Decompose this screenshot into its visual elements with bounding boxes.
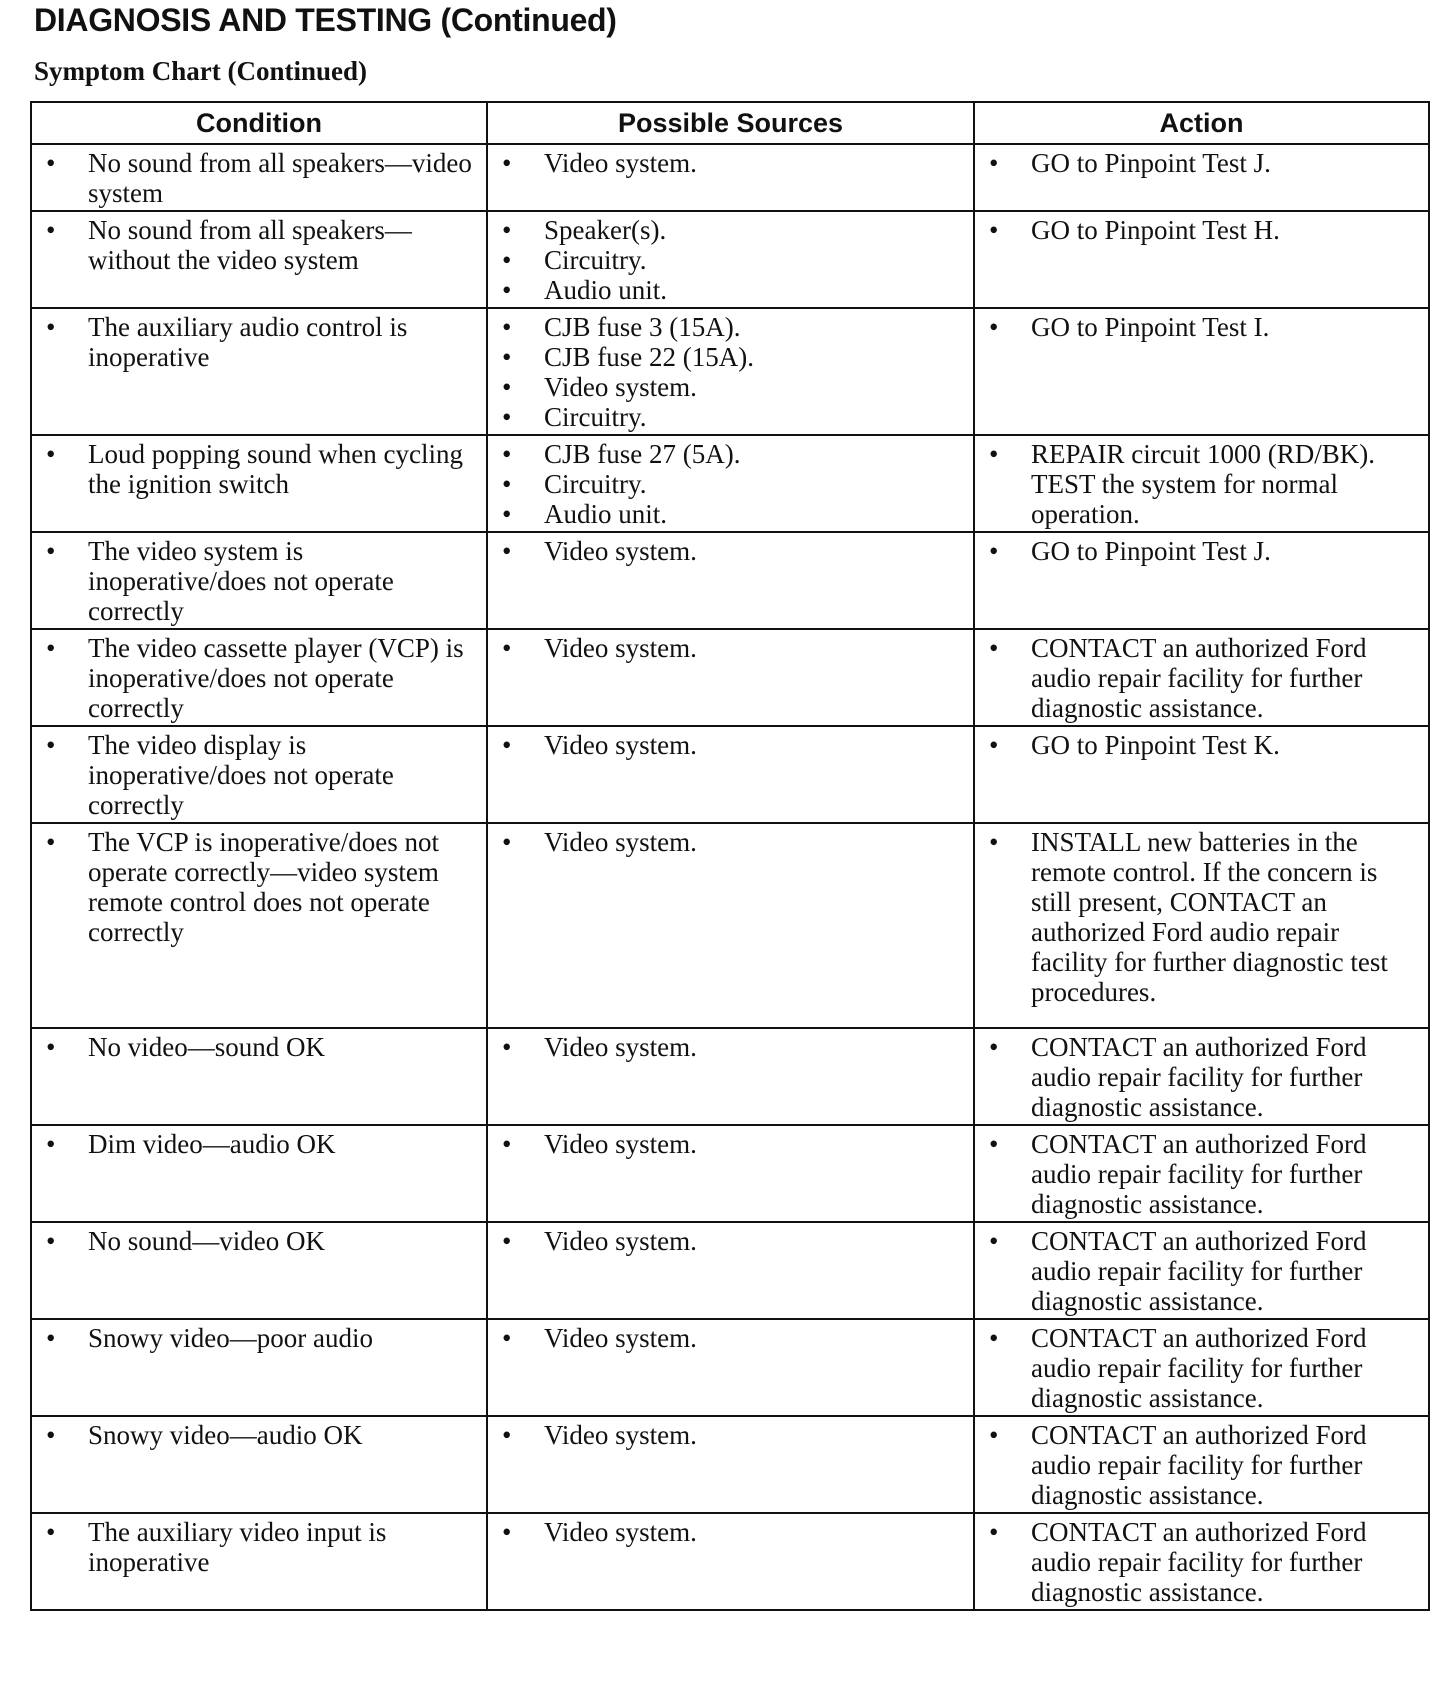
bullet-list <box>985 1129 1420 1219</box>
bullet-item: • The video system is inoperative/does not operate correctly <box>42 536 478 626</box>
bullet-item: • The video cassette player (VCP) is inoperative/does not operate correctly <box>42 633 478 723</box>
table-row <box>31 144 1429 211</box>
condition-cell <box>31 1416 487 1513</box>
bullet-item: • CONTACT an authorized Ford audio repair facility for further diagnostic assistance. <box>985 1517 1420 1607</box>
table-row <box>31 1513 1429 1610</box>
bullet-item: • CONTACT an authorized Ford audio repair facility for further diagnostic assistance. <box>985 633 1420 723</box>
bullet-list <box>985 827 1420 1007</box>
bullet-item: • GO to Pinpoint Test J. <box>985 148 1420 178</box>
bullet-list <box>498 312 965 432</box>
bullet-list <box>498 633 965 663</box>
bullet-item: • Video system. <box>498 148 965 178</box>
bullet-list <box>498 1226 965 1256</box>
condition-cell <box>31 629 487 726</box>
bullet-item: • INSTALL new batteries in the remote control. If the concern is still present, CONTACT an authorized Ford audio repair facility for further diagnostic test procedures. <box>985 827 1420 1007</box>
bullet-item: • The video display is inoperative/does not operate correctly <box>42 730 478 820</box>
action-cell <box>974 1222 1429 1319</box>
possible-sources-cell <box>487 629 974 726</box>
action-cell <box>974 435 1429 532</box>
action-cell <box>974 1125 1429 1222</box>
bullet-item: • Video system. <box>498 372 965 402</box>
bullet-list <box>985 536 1420 566</box>
bullet-list <box>42 1517 478 1577</box>
bullet-list <box>985 1517 1420 1607</box>
column-header-action: Action <box>974 102 1429 144</box>
table-row <box>31 1028 1429 1125</box>
bullet-item: • Snowy video—audio OK <box>42 1420 478 1450</box>
condition-cell <box>31 1125 487 1222</box>
bullet-item: • No video—sound OK <box>42 1032 478 1062</box>
bullet-list <box>498 1420 965 1450</box>
bullet-list <box>498 1517 965 1547</box>
bullet-list <box>985 148 1420 178</box>
bullet-item: • Speaker(s). <box>498 215 965 245</box>
bullet-list <box>42 1420 478 1450</box>
bullet-list <box>42 633 478 723</box>
condition-cell <box>31 144 487 211</box>
bullet-list <box>985 1032 1420 1122</box>
bullet-item: • GO to Pinpoint Test K. <box>985 730 1420 760</box>
bullet-item: • CJB fuse 27 (5A). <box>498 439 965 469</box>
column-header-possible-sources: Possible Sources <box>487 102 974 144</box>
bullet-list <box>498 1323 965 1353</box>
page-heading: DIAGNOSIS AND TESTING (Continued) <box>34 2 617 38</box>
bullet-list <box>498 148 965 178</box>
bullet-item: • Audio unit. <box>498 275 965 305</box>
possible-sources-cell <box>487 1028 974 1125</box>
bullet-item: • CONTACT an authorized Ford audio repair facility for further diagnostic assistance. <box>985 1226 1420 1316</box>
condition-cell <box>31 1513 487 1610</box>
condition-cell <box>31 1222 487 1319</box>
action-cell <box>974 144 1429 211</box>
bullet-list <box>498 827 965 857</box>
action-cell <box>974 1319 1429 1416</box>
bullet-item: • No sound—video OK <box>42 1226 478 1256</box>
bullet-list <box>985 312 1420 342</box>
bullet-item: • Snowy video—poor audio <box>42 1323 478 1353</box>
bullet-list <box>985 1420 1420 1510</box>
bullet-item: • Video system. <box>498 1420 965 1450</box>
possible-sources-cell <box>487 1125 974 1222</box>
bullet-list <box>985 1226 1420 1316</box>
bullet-list <box>985 439 1420 529</box>
bullet-list <box>42 215 478 275</box>
possible-sources-cell <box>487 532 974 629</box>
bullet-list <box>498 1129 965 1159</box>
bullet-item: • No sound from all speakers—video system <box>42 148 478 208</box>
possible-sources-cell <box>487 1222 974 1319</box>
bullet-item: • Video system. <box>498 827 965 857</box>
action-cell <box>974 211 1429 308</box>
bullet-list <box>42 1323 478 1353</box>
possible-sources-cell <box>487 211 974 308</box>
table-row <box>31 1416 1429 1513</box>
action-cell <box>974 532 1429 629</box>
condition-cell <box>31 308 487 435</box>
bullet-list <box>42 1226 478 1256</box>
condition-cell <box>31 435 487 532</box>
condition-cell <box>31 1319 487 1416</box>
bullet-item: • CJB fuse 22 (15A). <box>498 342 965 372</box>
bullet-list <box>498 439 965 529</box>
bullet-item: • The auxiliary video input is inoperative <box>42 1517 478 1577</box>
possible-sources-cell <box>487 144 974 211</box>
table-row <box>31 532 1429 629</box>
bullet-item: • No sound from all speakers—without the video system <box>42 215 478 275</box>
possible-sources-cell <box>487 1513 974 1610</box>
bullet-item: • CONTACT an authorized Ford audio repair facility for further diagnostic assistance. <box>985 1323 1420 1413</box>
column-header-condition: Condition <box>31 102 487 144</box>
possible-sources-cell <box>487 1319 974 1416</box>
table-row <box>31 211 1429 308</box>
action-cell <box>974 823 1429 1028</box>
bullet-list <box>985 730 1420 760</box>
table-row <box>31 726 1429 823</box>
bullet-list <box>42 148 478 208</box>
condition-cell <box>31 726 487 823</box>
bullet-list <box>42 312 478 372</box>
bullet-item: • Circuitry. <box>498 245 965 275</box>
possible-sources-cell <box>487 308 974 435</box>
bullet-list <box>42 1032 478 1062</box>
bullet-item: • CONTACT an authorized Ford audio repair facility for further diagnostic assistance. <box>985 1032 1420 1122</box>
action-cell <box>974 629 1429 726</box>
bullet-item: • Video system. <box>498 1032 965 1062</box>
bullet-item: • The auxiliary audio control is inoperative <box>42 312 478 372</box>
bullet-list <box>985 633 1420 723</box>
possible-sources-cell <box>487 823 974 1028</box>
table-row <box>31 1319 1429 1416</box>
bullet-list <box>498 730 965 760</box>
action-cell <box>974 1513 1429 1610</box>
condition-cell <box>31 532 487 629</box>
possible-sources-cell <box>487 1416 974 1513</box>
condition-cell <box>31 1028 487 1125</box>
table-row <box>31 308 1429 435</box>
bullet-item: • GO to Pinpoint Test H. <box>985 215 1420 245</box>
bullet-item: • Dim video—audio OK <box>42 1129 478 1159</box>
action-cell <box>974 1028 1429 1125</box>
bullet-item: • The VCP is inoperative/does not operate correctly—video system remote control does not operate correctly <box>42 827 478 947</box>
bullet-item: • Video system. <box>498 730 965 760</box>
table-row <box>31 1222 1429 1319</box>
table-row <box>31 1125 1429 1222</box>
bullet-item: • Video system. <box>498 1226 965 1256</box>
bullet-item: • Video system. <box>498 1517 965 1547</box>
bullet-list <box>498 215 965 305</box>
table-header-row <box>31 102 1429 144</box>
bullet-item: • GO to Pinpoint Test J. <box>985 536 1420 566</box>
bullet-list <box>42 1129 478 1159</box>
bullet-item: • Video system. <box>498 1129 965 1159</box>
bullet-item: • CONTACT an authorized Ford audio repair facility for further diagnostic assistance. <box>985 1420 1420 1510</box>
bullet-item: • GO to Pinpoint Test I. <box>985 312 1420 342</box>
bullet-list <box>985 215 1420 245</box>
action-cell <box>974 726 1429 823</box>
bullet-item: • Circuitry. <box>498 469 965 499</box>
table-row <box>31 435 1429 532</box>
table-row <box>31 629 1429 726</box>
bullet-item: • Circuitry. <box>498 402 965 432</box>
bullet-list <box>42 730 478 820</box>
bullet-item: • Video system. <box>498 536 965 566</box>
action-cell <box>974 308 1429 435</box>
bullet-item: • CONTACT an authorized Ford audio repair facility for further diagnostic assistance. <box>985 1129 1420 1219</box>
action-cell <box>974 1416 1429 1513</box>
bullet-item: • CJB fuse 3 (15A). <box>498 312 965 342</box>
bullet-item: • Audio unit. <box>498 499 965 529</box>
bullet-list <box>498 536 965 566</box>
bullet-item: • Loud popping sound when cycling the ignition switch <box>42 439 478 499</box>
table-row <box>31 823 1429 1028</box>
table-body <box>31 144 1429 1610</box>
chart-title: Symptom Chart (Continued) <box>34 56 368 86</box>
bullet-list <box>42 536 478 626</box>
bullet-list <box>42 827 478 947</box>
bullet-list <box>498 1032 965 1062</box>
bullet-item: • Video system. <box>498 633 965 663</box>
possible-sources-cell <box>487 435 974 532</box>
symptom-chart-table <box>30 101 1430 1611</box>
bullet-item: • REPAIR circuit 1000 (RD/BK). TEST the system for normal operation. <box>985 439 1420 529</box>
condition-cell <box>31 823 487 1028</box>
bullet-list <box>42 439 478 499</box>
bullet-list <box>985 1323 1420 1413</box>
possible-sources-cell <box>487 726 974 823</box>
bullet-item: • Video system. <box>498 1323 965 1353</box>
condition-cell <box>31 211 487 308</box>
